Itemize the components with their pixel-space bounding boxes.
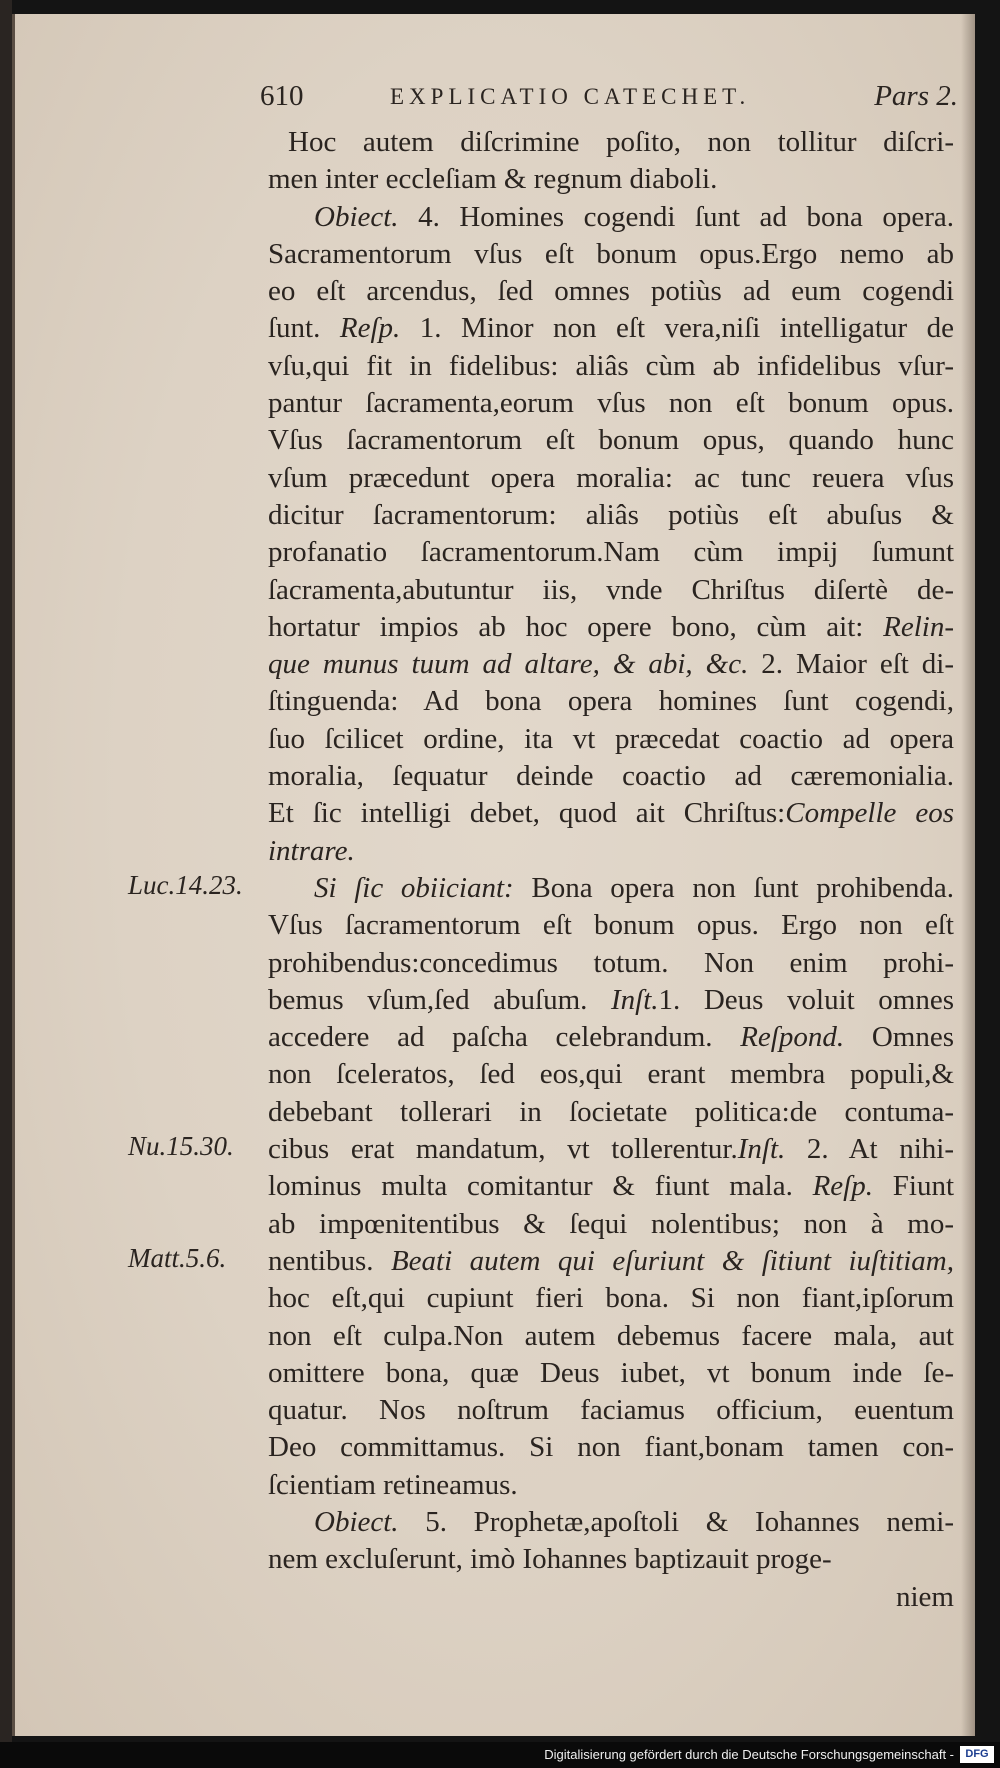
text-run: Fiunt — [873, 1170, 954, 1203]
italic-run: Compelle eos — [785, 797, 954, 830]
text-line — [268, 1131, 954, 1168]
text-run: quatur. Nos noſtrum faciamus officium, euentum — [268, 1394, 954, 1427]
text-run: Omnes — [844, 1021, 954, 1054]
text-line — [268, 385, 954, 422]
text-run: cibus erat mandatum, vt tollerentur. — [268, 1133, 738, 1166]
text-run: 2. At nihi- — [785, 1133, 954, 1166]
text-run: lominus multa comitantur & fiunt mala. — [268, 1170, 813, 1203]
text-line — [268, 833, 954, 870]
italic-run: Obiect. — [314, 200, 399, 233]
text-line — [268, 1019, 954, 1056]
text-line — [268, 460, 954, 497]
text-line — [268, 870, 954, 907]
footer-bar — [0, 1742, 1000, 1768]
text-run: ab impœnitentibus & ſequi nolentibus; non à mo- — [268, 1207, 954, 1240]
text-line — [268, 1467, 954, 1504]
page-body-text — [268, 124, 954, 1616]
text-run: 5. Prophetæ,apoſtoli & Iohannes nemi- — [398, 1505, 954, 1538]
page-edge-shadow — [961, 14, 975, 1736]
text-line — [268, 273, 954, 310]
text-line — [268, 945, 954, 982]
text-run: non ſceleratos, ſed eos,qui erant membra populi,& — [268, 1058, 954, 1091]
margin-note: Nu.15.30. — [128, 1131, 234, 1162]
dfg-logo-icon: DFG — [960, 1746, 994, 1763]
text-run: bemus vſum,ſed abuſum. — [268, 983, 611, 1016]
text-line — [268, 572, 954, 609]
text-line — [268, 646, 954, 683]
italic-run: Reſp. — [812, 1170, 873, 1203]
margin-note: Matt.5.6. — [128, 1243, 227, 1273]
text-run: prohibendus:concedimus totum. Non enim prohi- — [268, 946, 954, 979]
text-line — [268, 1541, 954, 1578]
section-label: Pars 2. — [874, 80, 958, 112]
page-header — [260, 78, 958, 116]
text-line — [268, 1206, 954, 1243]
text-run: Vſus ſacramentorum eſt bonum opus. Ergo non eſt — [268, 909, 954, 942]
text-line — [268, 199, 954, 236]
running-head: EXPLICATIO CATECHET. — [390, 84, 751, 109]
text-run: ſuo ſcilicet ordine, ita vt præcedat coactio ad opera — [268, 722, 954, 755]
text-run: Sacramentorum vſus eſt bonum opus.Ergo nemo ab — [268, 237, 954, 270]
text-line — [268, 1280, 954, 1317]
text-run: accedere ad paſcha celebrandum. — [268, 1021, 741, 1054]
text-run: 4. Homines cogendi ſunt ad bona opera. — [398, 200, 954, 233]
italic-run: Relin- — [883, 610, 954, 643]
text-line — [268, 758, 954, 795]
text-run: Et ſic intelligi debet, quod ait Chriſtus: — [268, 797, 786, 830]
text-run: pantur ſacramenta,eorum vſus non eſt bonum opus. — [268, 387, 954, 420]
text-line — [268, 1243, 954, 1280]
margin-note: Luc.14.23. — [128, 870, 243, 900]
text-run: men inter eccleſiam & regnum diaboli. — [268, 163, 718, 196]
text-run: nem excluſerunt, imò Iohannes baptizauit proge- — [268, 1543, 832, 1576]
text-line — [268, 721, 954, 758]
italic-run: intrare. — [268, 834, 355, 867]
text-line — [268, 1579, 954, 1616]
text-line — [268, 236, 954, 273]
text-run: Hoc autem diſcrimine poſito, non tollitur diſcri- — [288, 126, 954, 158]
text-run: Deo committamus. Si non fiant,bonam tamen con- — [268, 1431, 954, 1464]
text-run: ſunt. — [268, 312, 340, 345]
text-run: Bona opera non ſunt prohibenda. — [513, 871, 955, 904]
text-run: 1. Deus voluit omnes — [658, 983, 954, 1016]
text-line — [268, 1318, 954, 1355]
text-run: ſtinguenda: Ad bona opera homines ſunt cogendi, — [268, 685, 954, 718]
text-line — [268, 161, 954, 198]
book-binding-edge — [0, 0, 12, 1768]
text-line — [268, 982, 954, 1019]
text-run: non eſt culpa.Non autem debemus facere mala, aut — [268, 1319, 954, 1352]
text-line — [268, 1392, 954, 1429]
text-line — [268, 1504, 954, 1541]
italic-run: Beati autem qui eſuriunt & ſitiunt iuſtitiam, — [390, 1244, 954, 1277]
page-number: 610 — [260, 80, 304, 112]
text-run: ſacramenta,abutuntur iis, vnde Chriſtus diſertè de- — [268, 573, 954, 606]
text-run: dicitur ſacramentorum: aliâs potiùs eſt abuſus & — [268, 498, 954, 531]
text-line — [268, 348, 954, 385]
text-line — [268, 795, 954, 832]
text-run: moralia, ſequatur deinde coactio ad cæremonialia. — [268, 760, 954, 793]
text-line — [268, 534, 954, 571]
text-line — [268, 1429, 954, 1466]
italic-run: Reſp. — [339, 312, 401, 345]
text-line — [268, 609, 954, 646]
text-run: 1. Minor non eſt vera,niſi intelligatur de — [400, 312, 954, 345]
text-line — [268, 1168, 954, 1205]
funding-credit: Digitalisierung gefördert durch die Deutsche Forschungsgemeinschaft - — [544, 1747, 954, 1762]
text-run: Vſus ſacramentorum eſt bonum opus, quando hunc — [268, 424, 954, 457]
text-run: 2. Maior eſt di- — [748, 648, 954, 681]
text-line — [268, 1355, 954, 1392]
text-line — [268, 1056, 954, 1093]
text-run: vſu,qui fit in fidelibus: aliâs cùm ab infidelibus vſur- — [268, 349, 954, 382]
text-run: niem — [896, 1580, 954, 1613]
text-run: hortatur impios ab hoc opere bono, cùm ait: — [268, 610, 884, 643]
text-line — [268, 1094, 954, 1131]
text-run: nentibus. — [268, 1244, 391, 1277]
text-line — [268, 310, 954, 347]
italic-run: Reſpond. — [740, 1021, 845, 1054]
text-run: vſum præcedunt opera moralia: ac tunc reuera vſus — [268, 461, 954, 494]
italic-run: que munus tuum ad altare, & abi, &c. — [268, 648, 749, 681]
italic-run: Obiect. — [314, 1505, 399, 1538]
text-line — [268, 497, 954, 534]
text-run: hoc eſt,qui cupiunt fieri bona. Si non fiant,ipſorum — [268, 1282, 954, 1315]
text-line — [268, 422, 954, 459]
text-run: profanatio ſacramentorum.Nam cùm impij ſumunt — [268, 536, 954, 569]
text-run: ſcientiam retineamus. — [268, 1468, 518, 1501]
text-line — [268, 683, 954, 720]
italic-run: Inſt. — [610, 983, 659, 1016]
text-line — [268, 907, 954, 944]
italic-run: Inſt. — [737, 1133, 786, 1166]
text-line — [268, 124, 954, 161]
italic-run: Si ſic obiiciant: — [314, 871, 514, 904]
text-run: eo eſt arcendus, ſed omnes potiùs ad eum cogendi — [268, 275, 954, 308]
text-run: debebant tollerari in ſocietate politica:de contuma- — [268, 1095, 954, 1128]
text-run: omittere bona, quæ Deus iubet, vt bonum inde ſe- — [268, 1356, 954, 1389]
